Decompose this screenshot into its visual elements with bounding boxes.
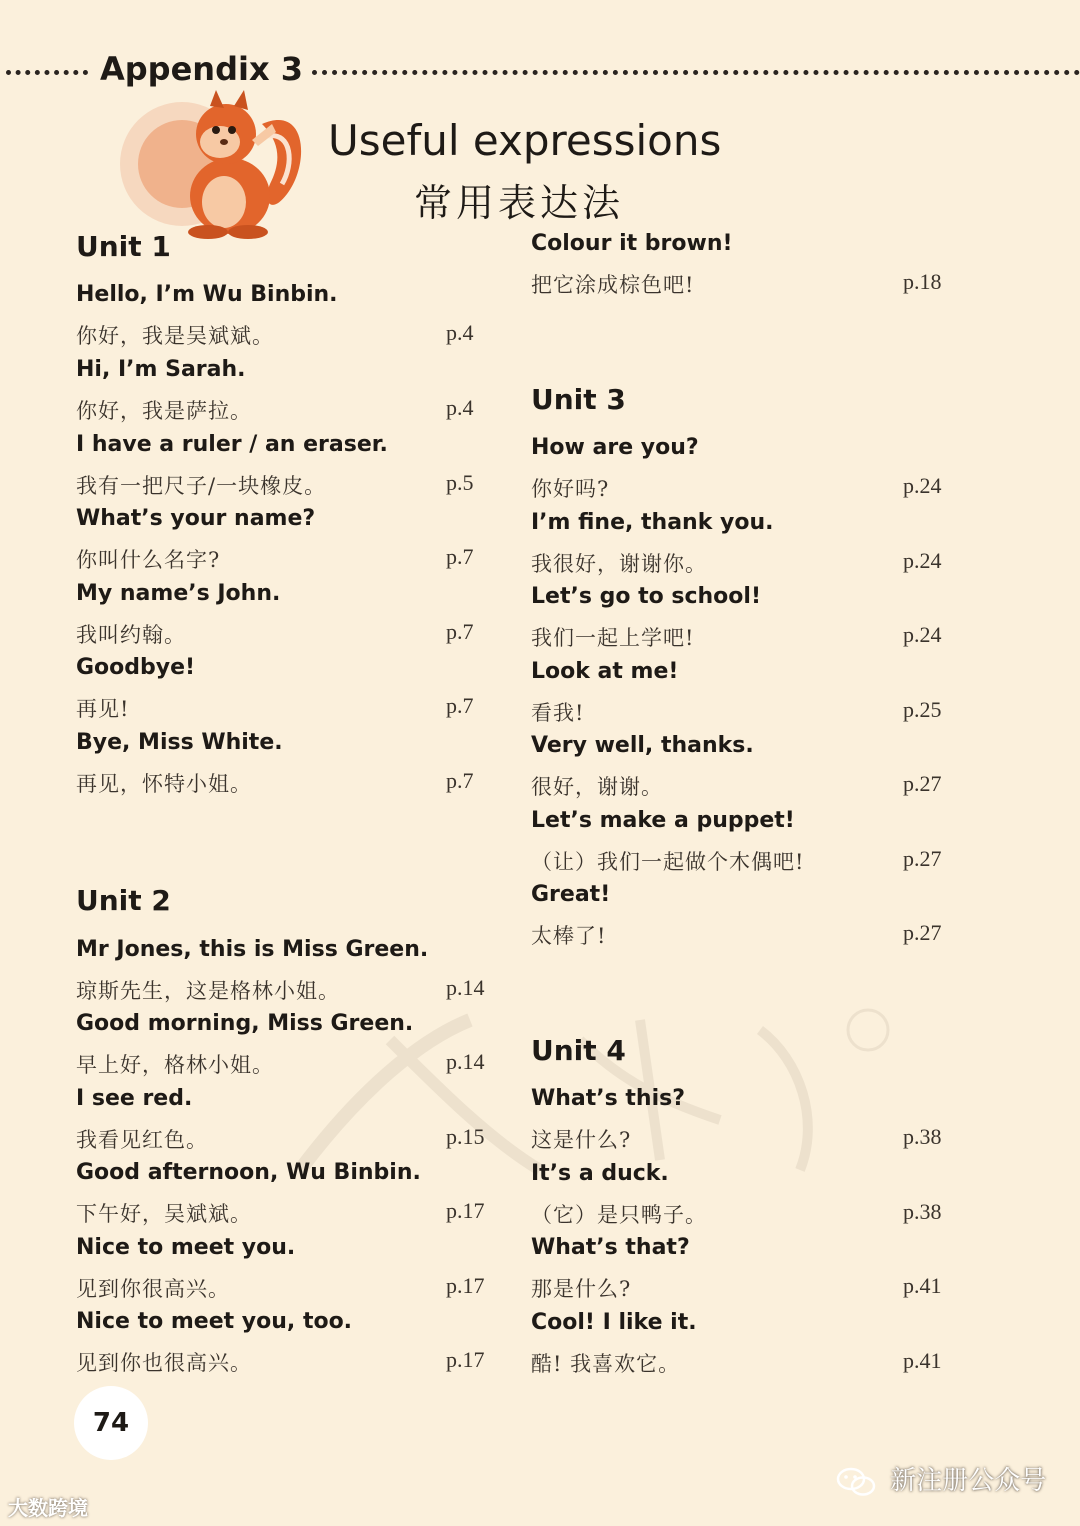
expression-chinese: 很好，谢谢。 [531, 775, 663, 799]
page-reference: p.7 [446, 768, 474, 793]
expression-chinese: 再见，怀特小姐。 [76, 772, 252, 796]
expression-chinese: 见到你很高兴。 [76, 1277, 230, 1301]
page-reference: p.25 [903, 697, 942, 722]
expression-english: How are you? [531, 435, 699, 460]
expression-english: Goodbye! [76, 655, 196, 680]
expression-english: I have a ruler / an eraser. [76, 432, 388, 457]
expression-english: Nice to meet you. [76, 1235, 296, 1260]
expression-english: What’s that? [531, 1235, 690, 1260]
page-reference: p.15 [446, 1124, 485, 1149]
expression-english: Let’s go to school! [531, 584, 761, 609]
expression-chinese: 你好，我是吴斌斌。 [76, 324, 274, 348]
unit-2-heading: Unit 2 [76, 884, 171, 917]
page-reference: p.17 [446, 1347, 485, 1372]
page-reference: p.27 [903, 846, 942, 871]
expression-english: My name’s John. [76, 581, 281, 606]
source-watermark-right [836, 1460, 1046, 1498]
page-reference: p.7 [446, 544, 474, 569]
unit-3-heading: Unit 3 [531, 383, 626, 416]
unit-1-heading: Unit 1 [76, 230, 171, 263]
expression-english: I’m fine, thank you. [531, 510, 774, 535]
expression-chinese: 你好吗? [531, 477, 610, 501]
expression-chinese: （它）是只鸭子。 [531, 1203, 707, 1227]
page-reference: p.17 [446, 1273, 485, 1298]
page-reference: p.14 [446, 975, 485, 1000]
dotted-rule-right [312, 70, 1080, 75]
expression-chinese: 酷! 我喜欢它。 [531, 1352, 681, 1376]
expression-english: I see red. [76, 1086, 193, 1111]
page-reference: p.41 [903, 1273, 942, 1298]
expression-english: Good afternoon, Wu Binbin. [76, 1160, 421, 1185]
page-reference: p.41 [903, 1348, 942, 1373]
expression-english: Mr Jones, this is Miss Green. [76, 937, 429, 962]
expression-english: Hello, I’m Wu Binbin. [76, 282, 338, 307]
expression-english: Cool! I like it. [531, 1310, 697, 1335]
expression-chinese: 你好，我是萨拉。 [76, 399, 252, 423]
wechat-icon [836, 1466, 876, 1498]
page-reference: p.4 [446, 320, 474, 345]
expression-english: What’s your name? [76, 506, 316, 531]
expression-english: Look at me! [531, 659, 679, 684]
expression-english: Let’s make a puppet! [531, 808, 795, 833]
page-reference: p.17 [446, 1198, 485, 1223]
expression-english: Good morning, Miss Green. [76, 1011, 414, 1036]
page-reference: p.27 [903, 771, 942, 796]
appendix-title: Appendix 3 [100, 50, 303, 88]
expression-chinese: 我叫约翰。 [76, 623, 186, 647]
page-reference: p.7 [446, 693, 474, 718]
watermark-left-text: 大数跨境 [8, 1496, 88, 1520]
page-title-english: Useful expressions [328, 116, 722, 165]
expression-chinese: 见到你也很高兴。 [76, 1351, 252, 1375]
squirrel-illustration [112, 84, 312, 244]
page-reference: p.24 [903, 473, 942, 498]
expression-chinese: 那是什么? [531, 1277, 632, 1301]
source-watermark-left [8, 1492, 88, 1521]
expression-english: Great! [531, 882, 611, 907]
expression-english: Nice to meet you, too. [76, 1309, 353, 1334]
page-reference: p.38 [903, 1124, 942, 1149]
expression-chinese: 太棒了! [531, 924, 607, 948]
watermark-right-text: 新注册公众号 [890, 1466, 1047, 1496]
page-reference: p.14 [446, 1049, 485, 1074]
expression-chinese: 我有一把尺子/一块橡皮。 [76, 474, 327, 498]
expression-chinese: 看我! [531, 701, 585, 725]
page-reference: p.18 [903, 269, 942, 294]
expression-english: Bye, Miss White. [76, 730, 283, 755]
expression-chinese: 再见! [76, 697, 130, 721]
page-number-badge [74, 1386, 148, 1460]
expression-chinese: 这是什么? [531, 1128, 632, 1152]
expression-english: Very well, thanks. [531, 733, 754, 758]
expression-english: It’s a duck. [531, 1161, 669, 1186]
expression-chinese: 早上好，格林小姐。 [76, 1053, 274, 1077]
expression-english: Hi, I’m Sarah. [76, 357, 246, 382]
page-reference: p.27 [903, 920, 942, 945]
expression-chinese: 你叫什么名字? [76, 548, 221, 572]
page-reference: p.24 [903, 548, 942, 573]
page-reference: p.24 [903, 622, 942, 647]
page-reference: p.38 [903, 1199, 942, 1224]
expression-chinese: 我看见红色。 [76, 1128, 208, 1152]
page-title-chinese: 常用表达法 [414, 181, 625, 225]
expression-chinese: 下午好，吴斌斌。 [76, 1202, 252, 1226]
expression-english: Colour it brown! [531, 231, 733, 256]
expression-chinese: 琼斯先生，这是格林小姐。 [76, 979, 340, 1003]
expression-chinese: 我很好，谢谢你。 [531, 552, 707, 576]
page-reference: p.5 [446, 470, 474, 495]
unit-4-heading: Unit 4 [531, 1034, 626, 1067]
expression-chinese: 把它涂成棕色吧! [531, 273, 695, 297]
page-reference: p.7 [446, 619, 474, 644]
expression-chinese: 我们一起上学吧! [531, 626, 695, 650]
page-number: 74 [92, 1408, 130, 1438]
dotted-rule-left [6, 70, 88, 75]
expression-english: What’s this? [531, 1086, 685, 1111]
page-reference: p.4 [446, 395, 474, 420]
expression-chinese: （让）我们一起做个木偶吧! [531, 850, 805, 874]
